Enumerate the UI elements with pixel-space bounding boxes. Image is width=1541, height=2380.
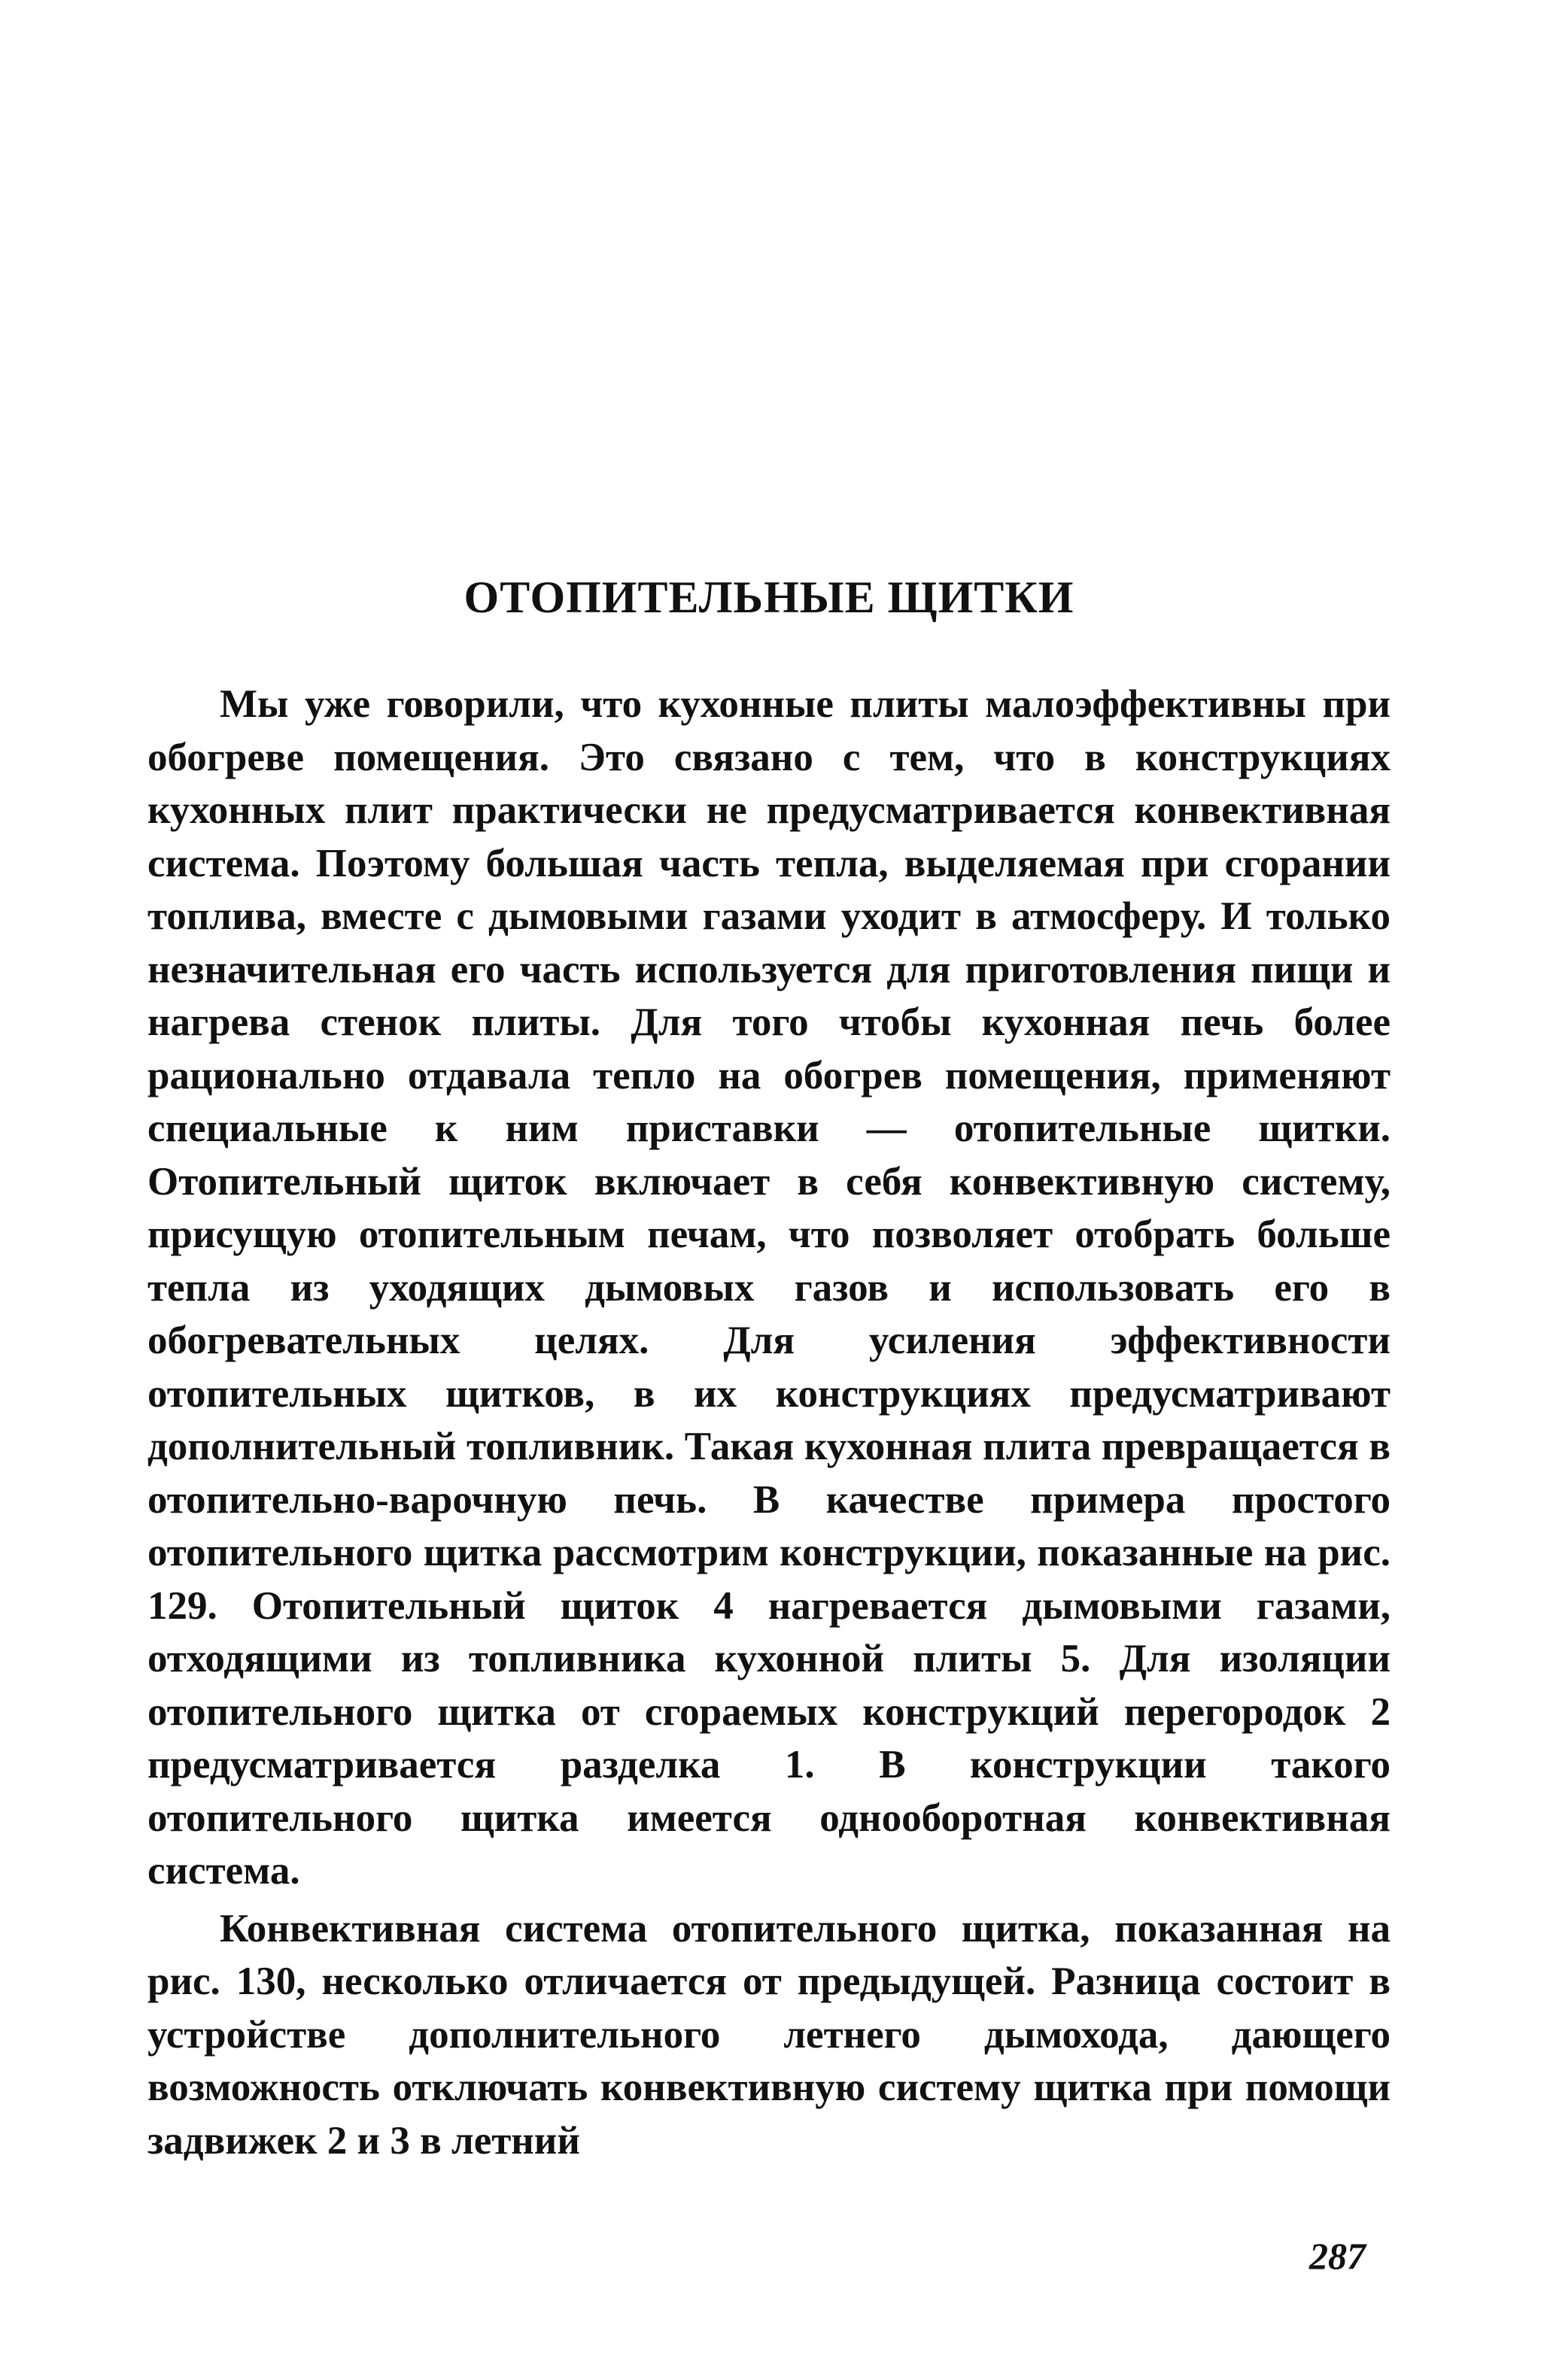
page-number: 287	[1309, 2235, 1366, 2277]
page-content	[147, 572, 1391, 2167]
section-title: ОТОПИТЕЛЬНЫЕ ЩИТКИ	[464, 572, 1074, 622]
paragraph-2: Конвективная система отопительного щитка, показанная на рис. 130, несколько отличается от предыдущей. Разница состоит в устройстве дополнительного летнего дымохода, дающего возможность отключать конвективную систему щитка при помощи задвижек 2 и 3 в летний	[147, 1906, 1391, 2163]
paragraph-1: Мы уже говорили, что кухонные плиты малоэффективны при обогреве помещения. Это связано с тем, что в конструкциях кухонных плит практически не предусматривается конвективная система. Поэтому большая часть тепла, выделяемая при сгорании топлива, вместе с дымовыми газами уходит в атмосферу. И только незначительная его часть используется для приготовления пищи и нагрева стенок плиты. Для того чтобы кухонная печь более рационально отдавала тепло на обогрев помещения, применяют специальные к ним приставки — отопительные щитки. Отопительный щиток включает в себя конвективную систему, присущую отопительным печам, что позволяет отобрать больше тепла из уходящих дымовых газов и использовать его в обогревательных целях. Для усиления эффективности отопительных щитков, в их конструкциях предусматривают дополнительный топливник. Такая кухонная плита превращается в отопительно-варочную печь. В качестве примера простого отопительного щитка рассмотрим конструкции, показанные на рис. 129. Отопительный щиток 4 нагревается дымовыми газами, отходящими из топливника кухонной плиты 5. Для изоляции отопительного щитка от сгораемых конструкций перегородок 2 предусматривается разделка 1. В конструкции такого отопительного щитка имеется однооборотная конвективная система.	[147, 682, 1391, 1893]
